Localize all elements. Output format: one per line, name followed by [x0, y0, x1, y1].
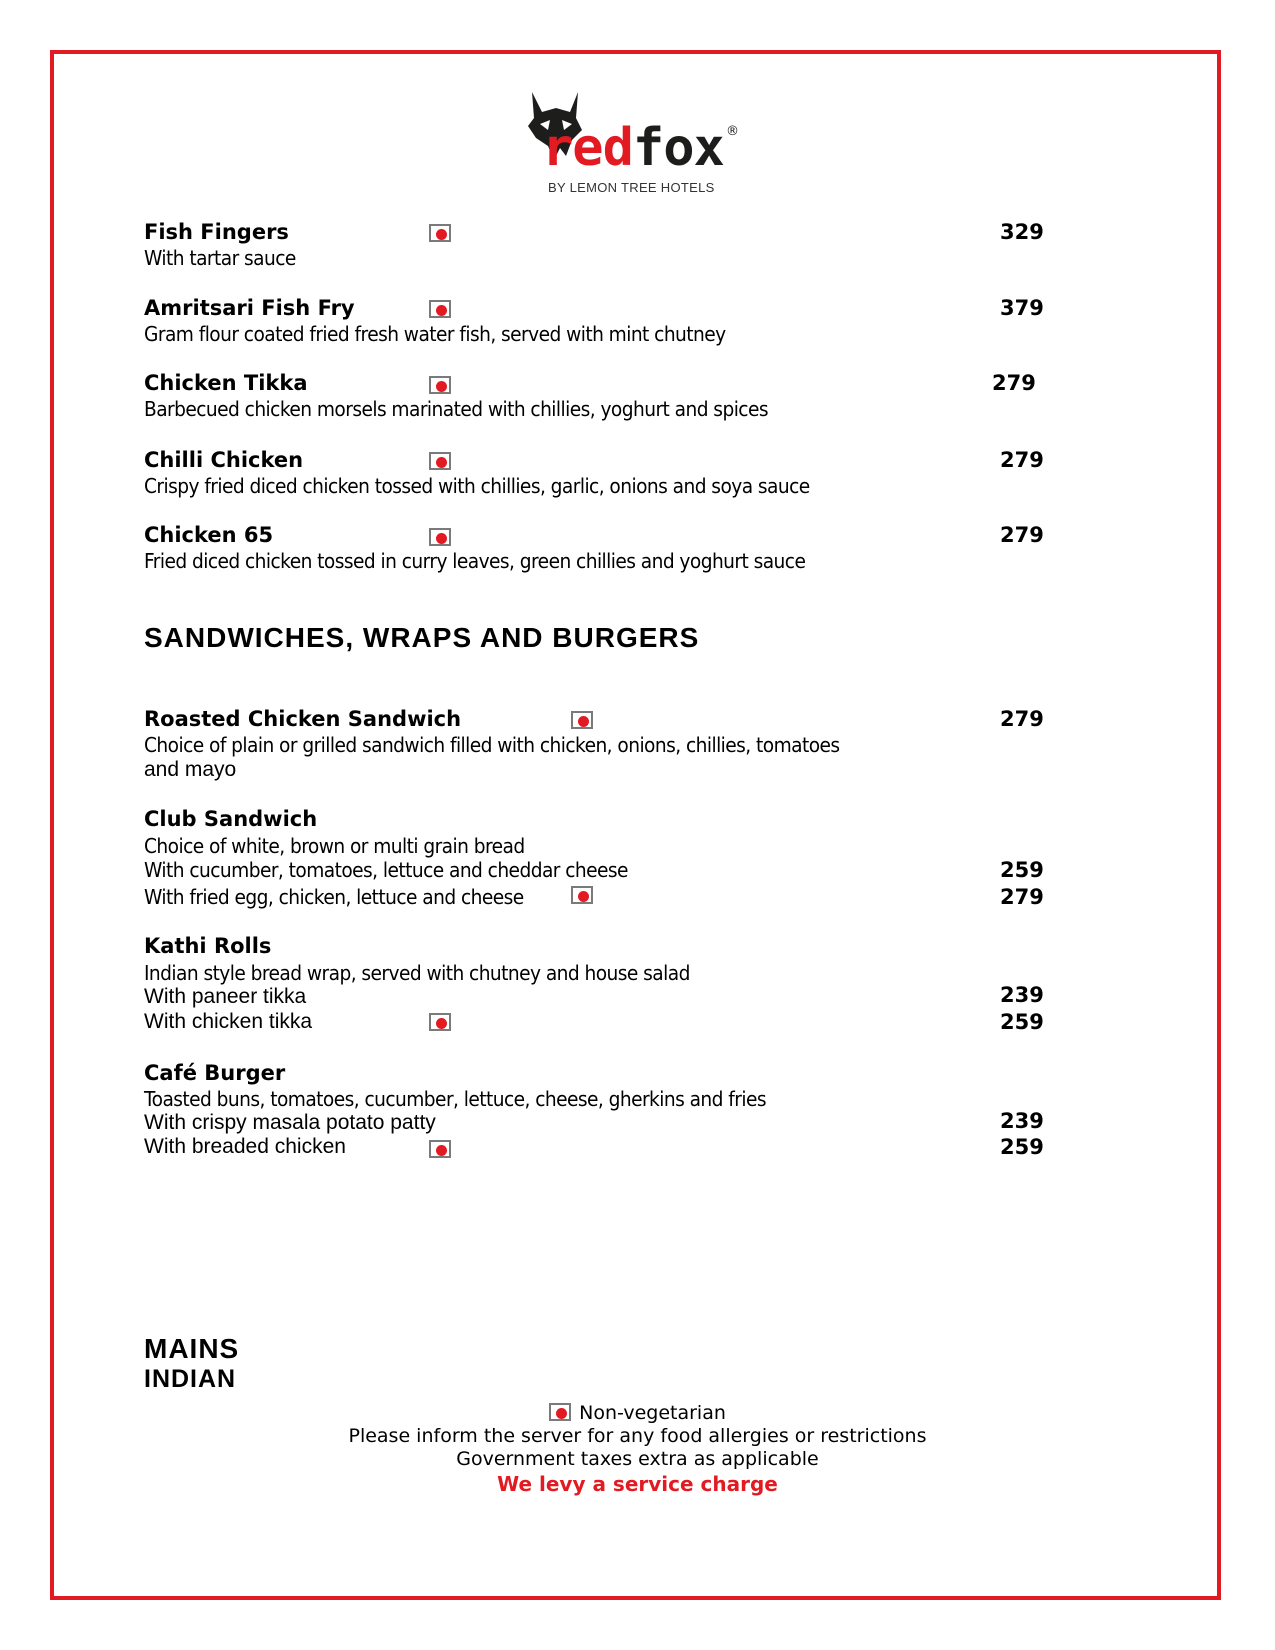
item-description: Indian style bread wrap, served with chutney and house salad	[144, 961, 690, 985]
item-description: Toasted buns, tomatoes, cucumber, lettuce, cheese, gherkins and fries	[144, 1087, 766, 1111]
item-name: Kathi Rolls	[144, 934, 272, 958]
tax-note: Government taxes extra as applicable	[456, 1448, 819, 1470]
non-veg-icon	[429, 452, 451, 470]
item-price: 279	[1000, 707, 1044, 731]
item-description: Fried diced chicken tossed in curry leaves, green chillies and yoghurt sauce	[144, 549, 806, 573]
brand-name-red: red	[542, 118, 633, 178]
non-veg-icon	[549, 1403, 571, 1421]
registered-mark: ®	[726, 124, 739, 139]
section-heading-mains: MAINS	[144, 1333, 240, 1364]
item-price: 279	[992, 371, 1036, 395]
section-heading-sandwiches: SANDWICHES, WRAPS AND BURGERS	[144, 622, 700, 653]
item-name: Chilli Chicken	[144, 448, 304, 472]
item-price: 279	[1000, 448, 1044, 472]
item-price: 259	[1000, 858, 1044, 882]
item-description: With tartar sauce	[144, 246, 296, 270]
brand-logo	[526, 90, 746, 200]
non-veg-icon	[429, 224, 451, 242]
footer-legend	[0, 1402, 1275, 1424]
item-name: Fish Fingers	[144, 220, 289, 244]
item-option: With crispy masala potato patty	[144, 1111, 436, 1134]
item-price: 279	[1000, 885, 1044, 909]
allergy-note: Please inform the server for any food allergies or restrictions	[348, 1425, 927, 1447]
item-option: With paneer tikka	[144, 985, 307, 1008]
item-name: Chicken Tikka	[144, 371, 308, 395]
non-veg-icon	[429, 528, 451, 546]
item-price: 279	[1000, 523, 1044, 547]
service-charge-note: We levy a service charge	[497, 1472, 778, 1496]
non-veg-icon	[429, 1013, 451, 1031]
non-veg-icon	[429, 376, 451, 394]
item-name: Café Burger	[144, 1061, 286, 1085]
item-name: Club Sandwich	[144, 807, 318, 831]
item-description: Gram flour coated fried fresh water fish, served with mint chutney	[144, 322, 726, 346]
non-veg-icon	[429, 1140, 451, 1158]
item-price: 329	[1000, 220, 1044, 244]
item-name: Chicken 65	[144, 523, 274, 547]
item-name: Roasted Chicken Sandwich	[144, 707, 462, 731]
item-price: 259	[1000, 1135, 1044, 1159]
item-option: With breaded chicken	[144, 1135, 346, 1158]
legend-label: Non-vegetarian	[579, 1402, 726, 1424]
section-subheading-indian: INDIAN	[144, 1365, 237, 1393]
item-price: 379	[1000, 296, 1044, 320]
item-description: Crispy fried diced chicken tossed with chillies, garlic, onions and soya sauce	[144, 474, 810, 498]
item-option: With fried egg, chicken, lettuce and cheese	[144, 885, 524, 909]
non-veg-icon	[571, 711, 593, 729]
item-description: Choice of plain or grilled sandwich filled with chicken, onions, chillies, tomatoes	[144, 733, 840, 757]
brand-tagline: BY LEMON TREE HOTELS	[548, 180, 715, 195]
item-option: With chicken tikka	[144, 1010, 313, 1033]
item-option: With cucumber, tomatoes, lettuce and cheddar cheese	[144, 858, 628, 882]
item-price: 239	[1000, 1109, 1044, 1133]
brand-name-fox: fox	[632, 118, 724, 178]
item-description: and mayo	[144, 758, 237, 781]
item-price: 239	[1000, 983, 1044, 1007]
item-price: 259	[1000, 1010, 1044, 1034]
item-name: Amritsari Fish Fry	[144, 296, 355, 320]
brand-wordmark	[542, 120, 724, 176]
non-veg-icon	[571, 886, 593, 904]
non-veg-icon	[429, 300, 451, 318]
item-description: Choice of white, brown or multi grain bread	[144, 834, 525, 858]
item-description: Barbecued chicken morsels marinated with chillies, yoghurt and spices	[144, 397, 769, 421]
